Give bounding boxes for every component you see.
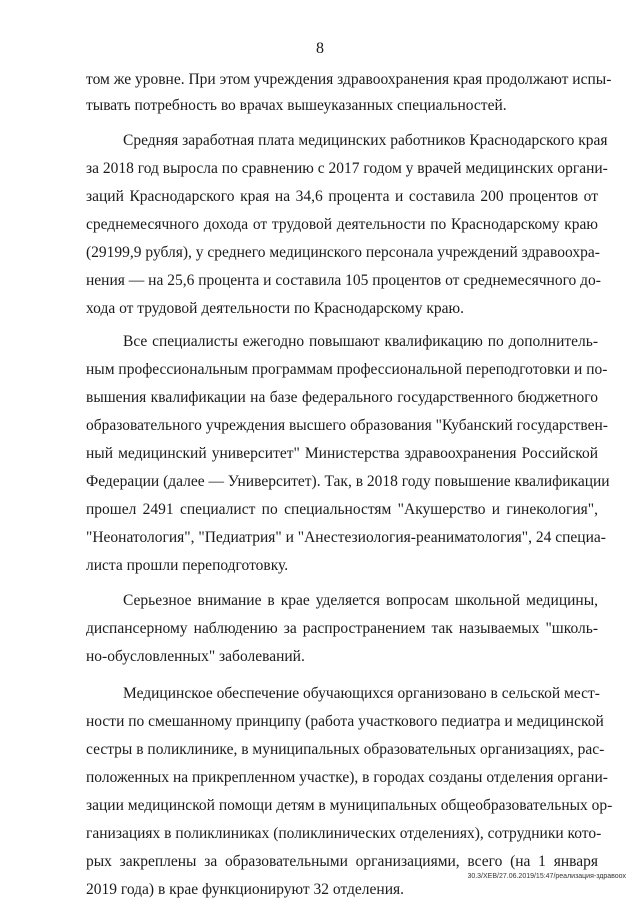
text-line: том же уровне. При этом учреждения здравоохранения края продолжают испы- [86,71,612,88]
text-line: зации медицинской помощи детям в муниципальных общеобразовательных ор- [86,797,613,814]
text-line: заций Краснодарского края на 34,6 процента и составила 200 процентов от [86,188,598,205]
text-line: 2019 года) в крае функционируют 32 отделения. [86,881,405,898]
document-footer-stamp: 30.3/ХЕВ/27.06.2019/15:47/реализация-здравоох [467,873,626,880]
text-line: вышения квалификации на базе федерального государственного бюджетного [86,389,598,406]
text-line: образовательного учреждения высшего образования "Кубанский государствен- [86,417,608,434]
page-number: 8 [316,40,324,57]
text-line: (29199,9 рубля), у среднего медицинского персонала учреждений здравоохра- [86,244,600,261]
text-line: ным профессиональным программам профессиональной переподготовки и по- [86,361,608,378]
text-line: ганизациях в поликлиниках (поликлинических отделениях), сотрудники кото- [86,825,602,842]
text-line: хода от трудовой деятельности по Краснодарскому краю. [86,300,464,317]
text-line: ности по смешанному принципу (работа участкового педиатра и медицинской [86,713,604,730]
text-line: Медицинское обеспечение обучающихся организовано в сельской мест- [123,685,600,702]
text-line: ный медицинский университет" Министерства здравоохранения Российской [86,445,598,462]
text-line: положенных на прикрепленном участке), в городах созданы отделения органи- [86,769,608,786]
text-line: Все специалисты ежегодно повышают квалификацию по дополнитель- [123,333,598,350]
text-line: но-обусловленных" заболеваний. [86,648,305,665]
text-line: Средняя заработная плата медицинских работников Краснодарского края [123,132,608,149]
text-line: за 2018 год выросла по сравнению с 2017 годом у врачей медицинских органи- [86,160,608,177]
text-line: тывать потребность во врачах вышеуказанных специальностей. [86,97,507,114]
text-line: сестры в поликлинике, в муниципальных образовательных организациях, рас- [86,741,605,758]
text-line: среднемесячного дохода от трудовой деятельности по Краснодарскому краю [86,216,598,233]
text-line: нения — на 25,6 процента и составила 105 процентов от среднемесячного до- [86,272,601,289]
text-line: рых закреплены за образовательными организациями, всего (на 1 января [86,853,598,870]
text-line: диспансерному наблюдению за распространением так называемых "школь- [86,620,598,637]
text-line: "Неонатология", "Педиатрия" и "Анестезиология-реаниматология", 24 специа- [86,529,606,546]
text-line: прошел 2491 специалист по специальностям "Акушерство и гинекология", [86,501,598,518]
text-line: листа прошли переподготовку. [86,557,289,574]
text-line: Серьезное внимание в крае уделяется вопросам школьной медицины, [123,592,598,609]
text-line: Федерации (далее — Университет). Так, в 2018 году повышение квалификации [86,473,610,490]
